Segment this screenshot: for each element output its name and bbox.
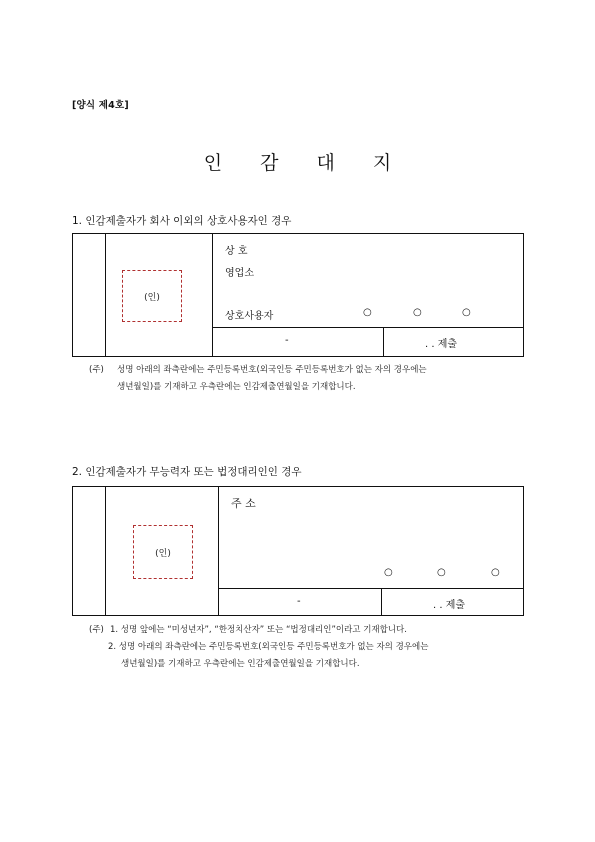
note-line: 1. 성명 앞에는 “미성년자”, “한정치산자” 또는 “법정대리인”이라고 기재합니다.: [110, 625, 407, 635]
section1-table: [72, 233, 524, 357]
office-label: 영업소: [225, 268, 254, 279]
note-prefix: (주): [89, 625, 104, 635]
section2-heading: 2. 인감제출자가 무능력자 또는 법정대리인인 경우: [72, 466, 302, 478]
name-circle-1: ○: [363, 307, 372, 318]
name-circle-2: ○: [413, 307, 422, 318]
table-divider: [105, 234, 106, 356]
note-line: 생년월일)를 기재하고 우측란에는 인감제출연월일을 기재합니다.: [121, 659, 360, 669]
form-number: [양식 제4호]: [72, 100, 129, 111]
seal-box[interactable]: [133, 525, 193, 579]
table-divider: [218, 487, 219, 615]
table-divider: [212, 327, 523, 328]
address-label: 주 소: [231, 497, 256, 510]
name-circle-3: ○: [462, 307, 471, 318]
table-divider: [381, 588, 382, 615]
seal-label: (인): [144, 292, 160, 303]
name-circle-2: ○: [437, 567, 446, 578]
note-prefix: (주): [89, 365, 104, 375]
section1-heading: 1. 인감제출자가 회사 이외의 상호사용자인 경우: [72, 215, 292, 227]
note-line: 성명 아래의 좌측란에는 주민등록번호(외국인등 주민등록번호가 없는 자의 경우에는: [117, 365, 427, 375]
seal-box[interactable]: [122, 270, 182, 322]
table-divider: [105, 487, 106, 615]
name-circle-1: ○: [384, 567, 393, 578]
trade-name-label: 상 호: [225, 246, 248, 257]
registration-dash[interactable]: -: [285, 335, 289, 346]
note-line: 2. 성명 아래의 좌측란에는 주민등록번호(외국인등 주민등록번호가 없는 자의 경우에는: [108, 642, 429, 652]
section2-table: [72, 486, 524, 616]
user-label: 상호사용자: [225, 311, 274, 322]
table-divider: [383, 327, 384, 356]
registration-dash[interactable]: -: [297, 596, 301, 607]
name-circle-3: ○: [491, 567, 500, 578]
table-divider: [218, 588, 523, 589]
table-divider: [212, 234, 213, 356]
submission-date[interactable]: . . 제출: [433, 600, 466, 611]
note-line: 생년월일)를 기재하고 우측란에는 인감제출연월일을 기재합니다.: [117, 382, 356, 392]
submission-date[interactable]: . . 제출: [425, 339, 458, 350]
page-title: 인 감 대 지: [203, 152, 408, 174]
seal-label: (인): [155, 548, 171, 559]
